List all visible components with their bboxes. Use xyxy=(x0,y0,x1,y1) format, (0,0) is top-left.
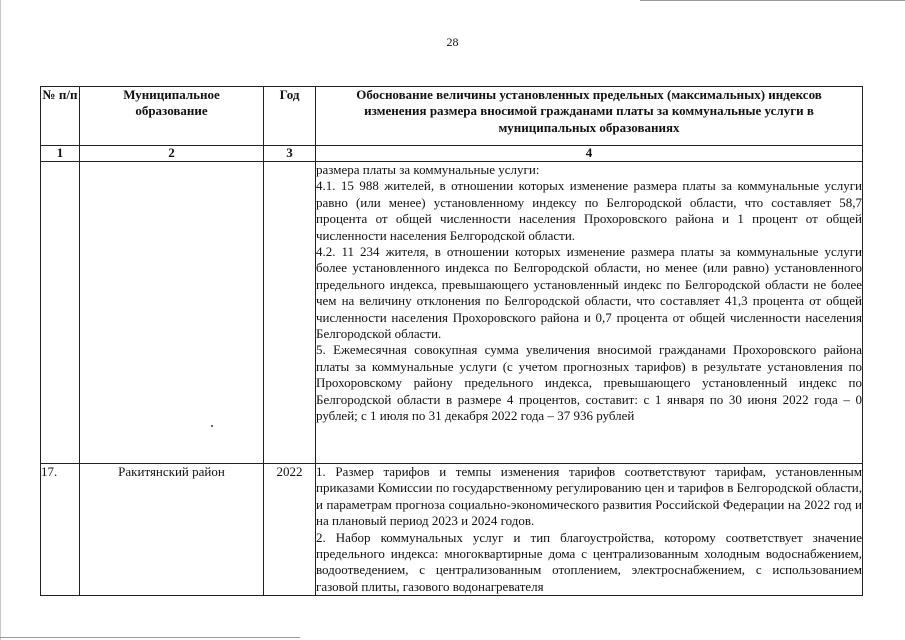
column-number: 1 xyxy=(41,146,80,162)
top-edge-line xyxy=(640,0,905,1)
cell-num: 17. xyxy=(41,464,80,596)
header-justification: Обоснование величины установленных предельных (максимальных) индексов изменения размера вносимой гражданами платы за коммунальные услуги в муниципальных образованиях xyxy=(316,87,863,146)
municipal-index-table xyxy=(40,86,863,596)
column-number: 2 xyxy=(80,146,264,162)
paragraph: размера платы за коммунальные услуги: xyxy=(316,162,540,177)
header-year: Год xyxy=(264,87,316,146)
paragraph: 4.1. 15 988 жителей, в отношении которых изменение размера платы за коммунальные услуги равно (или менее) установленному индексу по Белгородской области, что составляет 58,7 процента от общей численности населения Прохоровского района и 1 процент от общей численности населения Белгородской области. xyxy=(316,178,862,243)
paragraph: 4.2. 11 234 жителя, в отношении которых изменение размера платы за коммунальные услуги более установленного индекса по Белгородской области, но менее (или равно) установленного предельного индекса, превышающего установленный индекс по Белгородской области не более чем на величину отклонения по Белгородской области, что составляет 41,3 процента от общей численности населения Прохоровского района и 0,7 процента от общей численности населения Белгородской области. xyxy=(316,244,862,342)
left-edge-line xyxy=(0,0,1,640)
paragraph: 5. Ежемесячная совокупная сумма увеличения вносимой гражданами Прохоровского района платы за коммунальные услуги (с учетом прогнозных тарифов) в результате установления по Прохоровскому району предельного индекса, превышающего установленный индекс по Белгородской области в размере 4 процентов, составит: с 1 января по 30 июня 2022 года – 0 рублей; с 1 июля по 31 декабря 2022 года – 37 936 рублей xyxy=(316,342,862,424)
column-number: 3 xyxy=(264,146,316,162)
page-number: 28 xyxy=(446,35,459,49)
table-row-continued xyxy=(41,162,863,464)
column-number-row xyxy=(41,146,863,162)
cell-num xyxy=(41,162,80,464)
scan-speck xyxy=(211,425,213,427)
cell-justification xyxy=(316,464,863,596)
table-row-17 xyxy=(41,464,863,596)
table-header-row xyxy=(41,87,863,146)
cell-municipality xyxy=(80,162,264,464)
cell-municipality: Ракитянский район xyxy=(80,464,264,596)
cell-year: 2022 xyxy=(264,464,316,596)
cell-justification xyxy=(316,162,863,464)
bottom-edge-line xyxy=(0,637,300,638)
paragraph: 1. Размер тарифов и темпы изменения тарифов соответствуют тарифам, установленным приказами Комиссии по государственному регулированию цен и тарифов в Белгородской области, и параметрам прогноза социально-экономического развития Российской Федерации на 2022 год и на плановый период 2023 и 2024 годов. xyxy=(316,464,862,529)
header-num: № п/п xyxy=(41,87,80,146)
column-number: 4 xyxy=(316,146,863,162)
header-municipality: Муниципальное образование xyxy=(80,87,264,146)
cell-year xyxy=(264,162,316,464)
paragraph: 2. Набор коммунальных услуг и тип благоустройства, которому соответствует значение предельного индекса: многоквартирные дома с централизованным холодным водоснабжением, водоотведением, с централизованным отоплением, электроснабжением, с использованием газовой плиты, газового водонагревателя xyxy=(316,529,862,594)
